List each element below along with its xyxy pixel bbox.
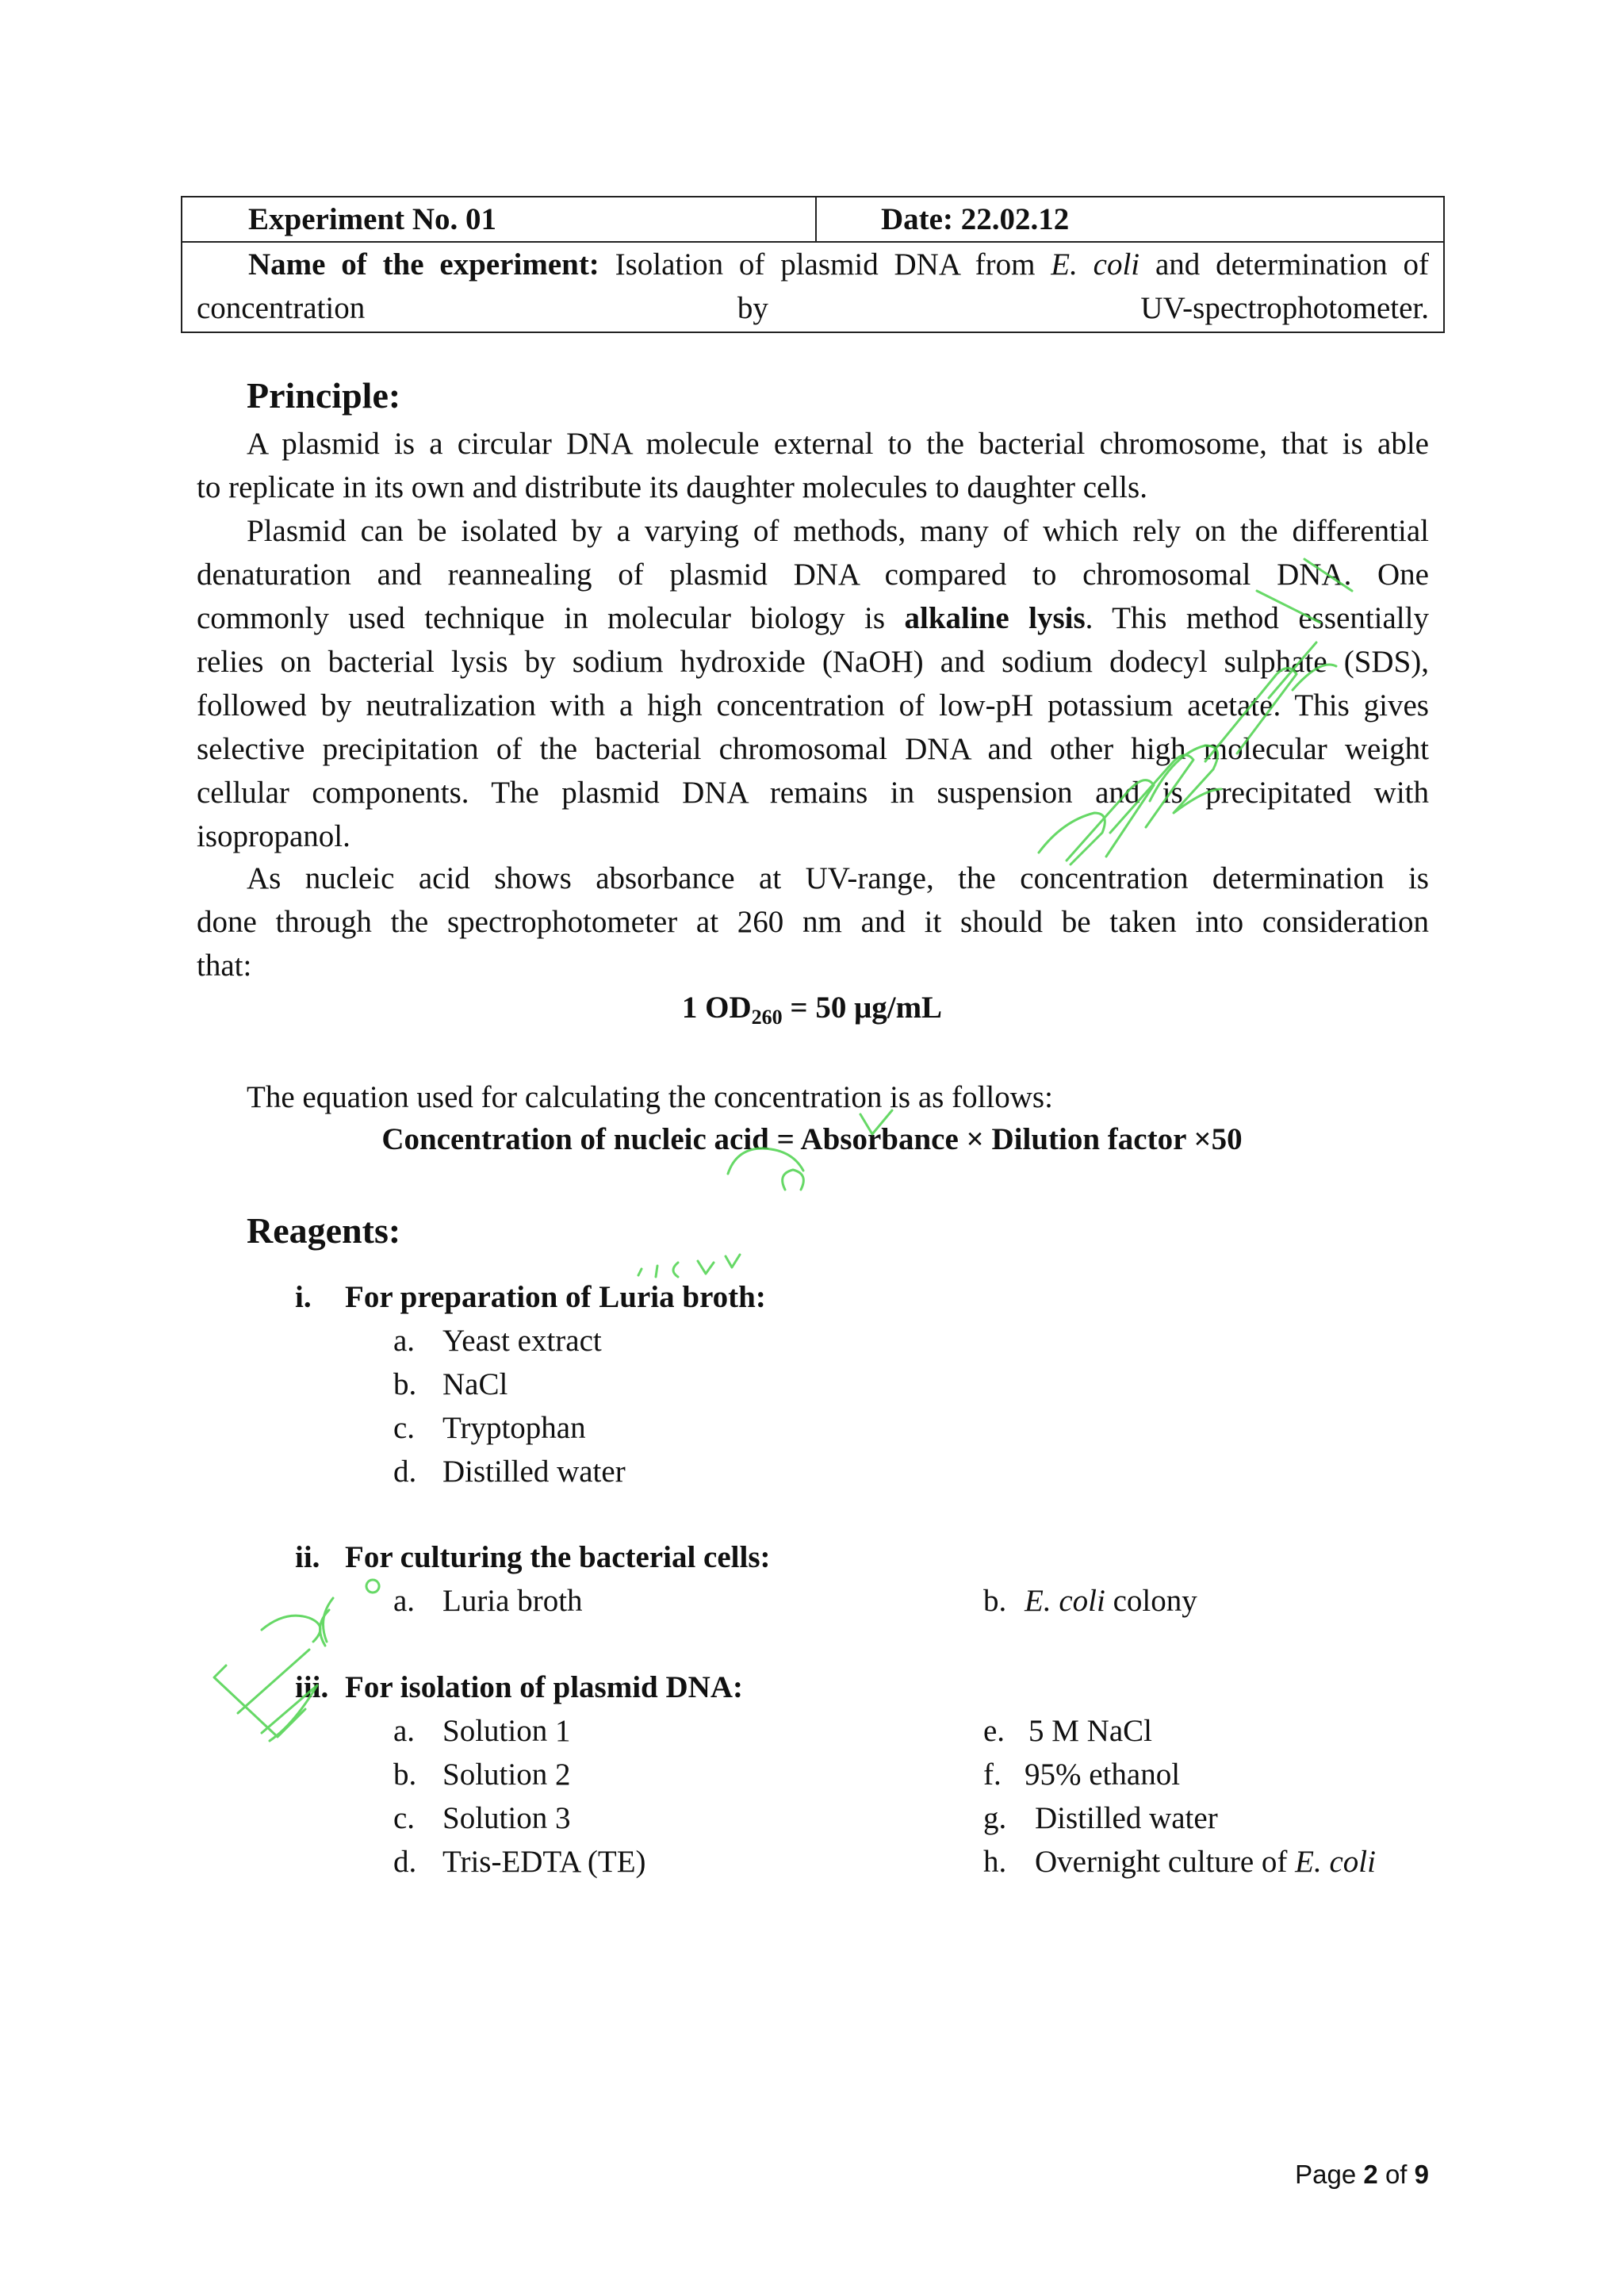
experiment-date: Date: 22.02.12 — [881, 202, 1070, 236]
of-word: of — [1385, 2160, 1408, 2189]
list-item-letter: a. — [393, 1714, 416, 1748]
list-item-italic: E. coli — [1025, 1584, 1105, 1618]
principle-p1-line1: A plasmid is a circular DNA molecule external to the bacterial chromosome, that is able — [247, 427, 1429, 461]
list-item-letter: d. — [393, 1455, 417, 1489]
principle-p2-line3-c: . This method essentially — [1085, 601, 1429, 635]
list-item-letter: b. — [393, 1367, 417, 1401]
list-item-italic: E. coli — [1295, 1845, 1376, 1879]
experiment-name-text: Isolation of plasmid DNA from — [615, 247, 1036, 282]
alkaline-lysis-term: alkaline lysis — [904, 601, 1086, 635]
principle-p3-line3: that: — [197, 949, 252, 983]
reagent-section-1-number: i. — [295, 1280, 312, 1314]
list-item-letter: a. — [393, 1324, 416, 1358]
concentration-equation: Concentration of nucleic acid = Absorbance × Dilution factor ×50 — [381, 1122, 1243, 1156]
principle-p3-line2: done through the spectrophotometer at 260 nm and it should be taken into consideration — [197, 905, 1429, 939]
list-item-letter: e. — [983, 1714, 1005, 1748]
page-word: Page — [1295, 2160, 1357, 2189]
list-item-letter: h. — [983, 1845, 1007, 1879]
list-item-letter: b. — [393, 1757, 417, 1792]
principle-p3-line1: As nucleic acid shows absorbance at UV-range, the concentration determination is — [247, 861, 1429, 895]
od-formula-od: 1 OD — [681, 991, 752, 1025]
list-item-text: Luria broth — [442, 1584, 583, 1618]
od-formula-value: = 50 μg/mL — [782, 991, 943, 1025]
list-item-text: 95% ethanol — [1025, 1757, 1181, 1792]
list-item-letter: c. — [393, 1411, 416, 1445]
page-current: 2 — [1363, 2160, 1378, 2189]
principle-p2-line6: selective precipitation of the bacterial chromosomal DNA and other high molecular weight — [197, 732, 1429, 766]
principle-p2-line5: followed by neutralization with a high concentration of low-pH potassium acetate. This gives — [197, 688, 1429, 723]
list-item-letter: b. — [983, 1584, 1007, 1618]
list-item-text: Tryptophan — [442, 1411, 586, 1445]
list-item-text: 5 M NaCl — [1028, 1714, 1152, 1748]
list-item-letter: g. — [983, 1801, 1007, 1835]
principle-p2-line2: denaturation and reannealing of plasmid DNA compared to chromosomal DNA. One — [197, 558, 1429, 592]
list-item-letter: d. — [393, 1845, 417, 1879]
experiment-name-text-2: and determination of concentration by UV-spectrophotometer. — [197, 247, 1429, 325]
list-item-text: NaCl — [442, 1367, 508, 1401]
experiment-name-label: Name of the experiment: — [248, 247, 599, 282]
list-item-text: Solution 3 — [442, 1801, 571, 1835]
od-formula-subscript: 260 — [751, 1006, 783, 1029]
reagents-heading: Reagents: — [247, 1210, 401, 1251]
principle-p2-line3-a: commonly used technique in molecular biology is — [197, 601, 886, 635]
list-item-text: Distilled water — [442, 1455, 626, 1489]
principle-p2-line4: relies on bacterial lysis by sodium hydroxide (NaOH) and sodium dodecyl sulphate (SDS), — [197, 645, 1429, 679]
principle-p1-line2: to replicate in its own and distribute its daughter molecules to daughter cells. — [197, 470, 1147, 504]
list-item-text: Distilled water — [1035, 1801, 1218, 1835]
page-total: 9 — [1414, 2160, 1429, 2189]
principle-p2-line7: cellular components. The plasmid DNA remains in suspension and is precipitated with — [197, 776, 1429, 810]
list-item-text: Tris-EDTA (TE) — [442, 1845, 646, 1879]
list-item-letter: c. — [393, 1801, 416, 1835]
list-item-letter: f. — [983, 1757, 1002, 1792]
experiment-name-species: E. coli — [1051, 247, 1140, 282]
principle-heading: Principle: — [247, 375, 401, 416]
reagent-section-1-label: For preparation of Luria broth: — [345, 1280, 766, 1314]
reagent-section-3-number: iii. — [295, 1670, 329, 1704]
list-item-text: colony — [1105, 1584, 1197, 1618]
list-item-text: Solution 2 — [442, 1757, 571, 1792]
principle-p2-line1: Plasmid can be isolated by a varying of methods, many of which rely on the differential — [247, 514, 1429, 548]
list-item-text: Overnight culture of — [1035, 1845, 1296, 1879]
experiment-number: Experiment No. 01 — [248, 202, 497, 236]
reagent-section-2-label: For culturing the bacterial cells: — [345, 1540, 771, 1574]
reagent-section-2-number: ii. — [295, 1540, 320, 1574]
list-item-letter: a. — [393, 1584, 416, 1618]
reagent-section-3-label: For isolation of plasmid DNA: — [345, 1670, 743, 1704]
equation-intro: The equation used for calculating the concentration is as follows: — [247, 1080, 1053, 1114]
list-item-text: Solution 1 — [442, 1714, 571, 1748]
list-item-text: Yeast extract — [442, 1324, 602, 1358]
principle-p2-line8: isopropanol. — [197, 819, 350, 853]
